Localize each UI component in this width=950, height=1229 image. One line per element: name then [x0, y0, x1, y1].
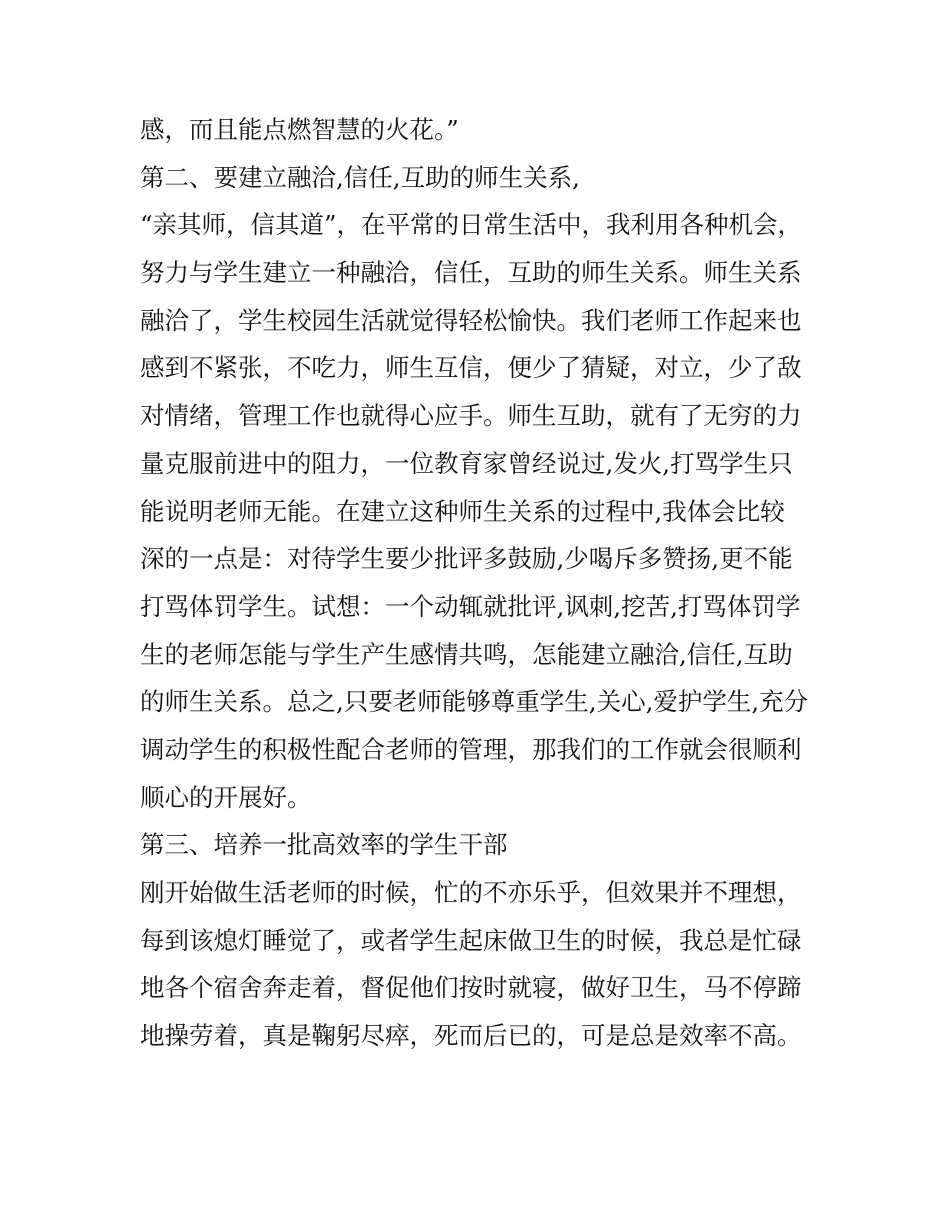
text-line: “亲其师，信其道”，在平常的日常生活中，我利用各种机会，: [140, 210, 803, 240]
text-line: 感，而且能点燃智慧的火花。”: [140, 115, 459, 144]
text-line: 努力与学生建立一种融洽，信任，互助的师生关系。师生关系: [140, 258, 802, 288]
text-line: 每到该熄灯睡觉了，或者学生起床做卫生的时候，我总是忙碌: [140, 925, 802, 955]
text-line: 深的一点是：对待学生要少批评多鼓励,少喝斥多赞扬,更不能: [140, 544, 793, 574]
text-line: 的师生关系。总之,只要老师能够尊重学生,关心,爱护学生,充分: [140, 687, 809, 717]
section-heading-2: 第二、要建立融洽,信任,互助的师生关系,: [140, 162, 580, 192]
text-line: 打骂体罚学生。试想：一个动辄就批评,讽刺,挖苦,打骂体罚学: [140, 591, 801, 621]
text-line: 感到不紧张，不吃力，师生互信，便少了猜疑，对立，少了敌: [140, 353, 802, 383]
text-line: 调动学生的积极性配合老师的管理，那我们的工作就会很顺利: [140, 734, 802, 764]
section-heading-3: 第三、培养一批高效率的学生干部: [140, 830, 508, 860]
text-line: 刚开始做生活老师的时候，忙的不亦乐乎，但效果并不理想，: [140, 878, 802, 907]
text-line: 地操劳着，真是鞠躬尽瘁，死而后已的，可是总是效率不高。: [140, 1021, 802, 1051]
text-line: 融洽了，学生校园生活就觉得轻松愉快。我们老师工作起来也: [140, 305, 802, 335]
text-line: 能说明老师无能。在建立这种师生关系的过程中,我体会比较: [140, 496, 785, 526]
text-line: 量克服前进中的阻力，一位教育家曾经说过,发火,打骂学生只: [140, 448, 793, 478]
text-line: 顺心的开展好。: [140, 782, 312, 812]
text-line: 地各个宿舍奔走着，督促他们按时就寝，做好卫生，马不停蹄: [140, 973, 802, 1003]
text-line: 对情绪，管理工作也就得心应手。师生互助，就有了无穷的力: [140, 401, 802, 431]
text-line: 生的老师怎能与学生产生感情共鸣，怎能建立融洽,信任,互助: [140, 639, 793, 669]
document-body: [140, 106, 820, 1060]
